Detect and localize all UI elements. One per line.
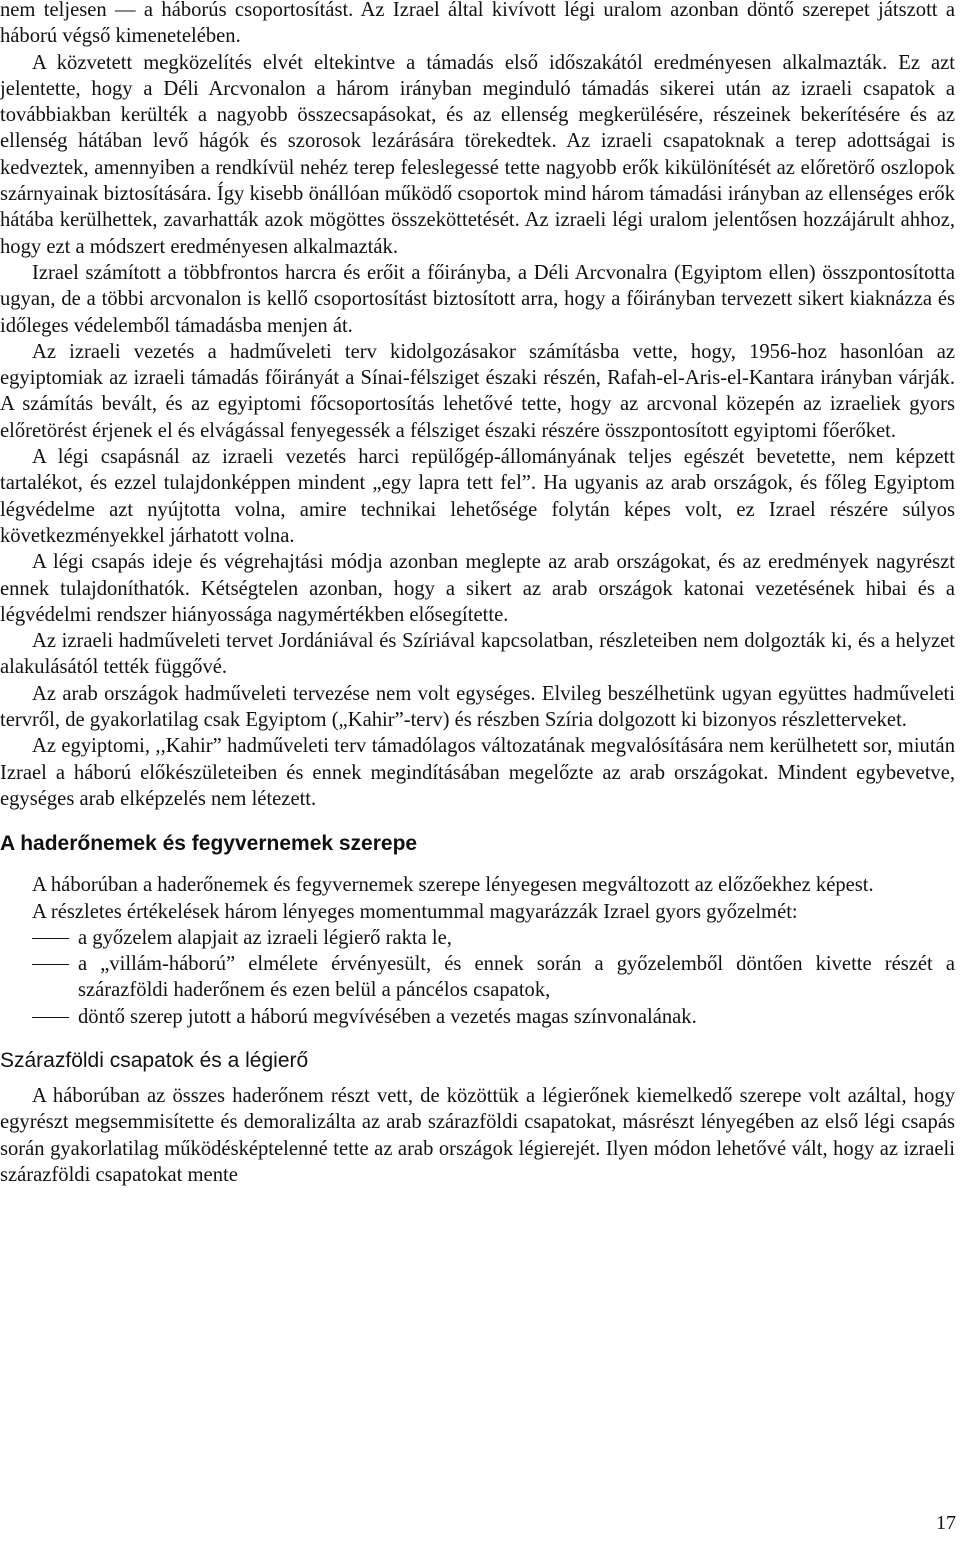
paragraph: A háborúban az összes haderőnem részt vett, de közöttük a légierőnek kiemelkedő szerepe volt azáltal, hogy egyrészt megsemmisítette és demoralizálta az arab szárazföldi csapatokat, másrészt lényegében az első légi csapás során gyakorlatilag működésképtelenné tette az arab országok légierejét. Ilyen módon lehetővé vált, hogy az izraeli szárazföldi csapatokat mente — [0, 1084, 955, 1186]
subsection-heading: Szárazföldi csapatok és a légierő — [0, 1048, 309, 1072]
dash-list — [0, 925, 955, 1030]
paragraph: A háborúban a haderőnemek és fegyvernemek szerepe lényegesen megváltozott az előzőekhez képest. — [32, 874, 874, 897]
paragraph: A légi csapásnál az izraeli vezetés harci repülőgép-állományának teljes egészét bevetette, nem képzett tartalékot, és ezzel tulajdonképpen mindent „egy lapra tett fel”. Ha ugyanis az arab országok, és főleg Egyiptom légvédelme azt nyújtotta volna, amire technikai lehetősége folytán képes volt, ez Izrael részére súlyos következményekkel járhatott volna. — [0, 446, 955, 547]
paragraph: nem teljesen ― a háborús csoportosítást. Az Izrael által kivívott légi uralom azonban döntő szerepet játszott a háború végső kimenetelében. — [0, 0, 955, 48]
page-number: 17 — [936, 1512, 956, 1534]
list-item: döntő szerep jutott a háború megvívésében a vezetés magas színvonalának. — [0, 1004, 955, 1030]
section-heading: A haderőnemek és fegyvernemek szerepe — [0, 832, 418, 856]
list-item: a „villám-háború” elmélete érvényesült, és ennek során a győzelemből döntően kivette részét a szárazföldi haderőnem és ezen belül a páncélos csapatok, — [0, 951, 955, 1004]
list-item: a győzelem alapjait az izraeli légierő rakta le, — [0, 925, 955, 951]
paragraph: Az izraeli hadműveleti tervet Jordániával és Szíriával kapcsolatban, részleteiben nem dolgozták ki, és a helyzet alakulásától tették függővé. — [0, 630, 955, 679]
paragraph: A közvetett megközelítés elvét eltekintve a támadás első időszakától eredményesen alkalmazták. Ez azt jelentette, hogy a Déli Arcvonalon a három irányban meginduló támadás sikerei után az izraeli csapatok a továbbiakban kerülték a nagyobb összecsapásokat, és az ellenség megkerülésére, részeinek bekerítésére és az ellenség hátában levő hágók és szorosok lezárására törekedtek. Az izraeli csapatoknak a terep adottságai is kedveztek, amennyiben a rendkívül nehéz terep feleslegessé tette nagyobb erők kikülönítését az előretörő oszlopok szárnyainak biztosítására. Így kisebb önállóan működő csoportok mind három támadási irányban az ellenséges erők hátába kerülhettek, zavarhatták azok mögöttes összeköttetését. Az izraeli légi uralom jelentősen hozzájárult ahhoz, hogy ezt a módszert eredményesen alkalmazták. — [0, 51, 955, 258]
paragraph: A részletes értékelések három lényeges momentummal magyarázzák Izrael gyors győzelmét: — [32, 900, 798, 923]
paragraph: A légi csapás ideje és végrehajtási módja azonban meglepte az arab országokat, és az eredmények nagyrészt ennek tulajdoníthatók. Kétségtelen azonban, hogy a sikert az arab országok katonai vezetésének hibai és a légvédelmi rendszer hiányossága nagymértékben elősegítette. — [0, 551, 955, 626]
paragraph: Az egyiptomi, ,,Kahir” hadműveleti terv támadólagos változatának megvalósítására nem kerülhetett sor, miután Izrael a háború előkészületeiben és ennek megindításában megelőzte az arab országokat. Mindent egybevetve, egységes arab elképzelés nem létezett. — [0, 735, 955, 810]
paragraph: Az arab országok hadműveleti tervezése nem volt egységes. Elvileg beszélhetünk ugyan együttes hadműveleti tervről, de gyakorlatilag csak Egyiptom („Kahir”-terv) és részben Szíria dolgozott ki bizonyos részletterveket. — [0, 682, 955, 732]
paragraph: Az izraeli vezetés a hadműveleti terv kidolgozásakor számításba vette, hogy, 1956-hoz hasonlóan az egyiptomiak az izraeli támadás főirányát a Sínai-félsziget északi részén, Rafah-el-Aris-el-Kantara irányban várják. A számítás bevált, és az egyiptomi főcsoportosítás lehetővé tette, hogy az arcvonal közepén az izraeliek gyors előretörést érjenek el és elvágással fenyegessék a félsziget északi részére összpontosított egyiptomi főerőket. — [0, 340, 955, 442]
paragraph: Izrael számított a többfrontos harcra és erőit a főirányba, a Déli Arcvonalra (Egyiptom ellen) összpontosította ugyan, de a többi arcvonalon is kellő csoportosítást biztosított arra, hogy a főirányban tervezett sikert kiaknázza és időleges védelemből támadásba menjen át. — [0, 261, 955, 337]
